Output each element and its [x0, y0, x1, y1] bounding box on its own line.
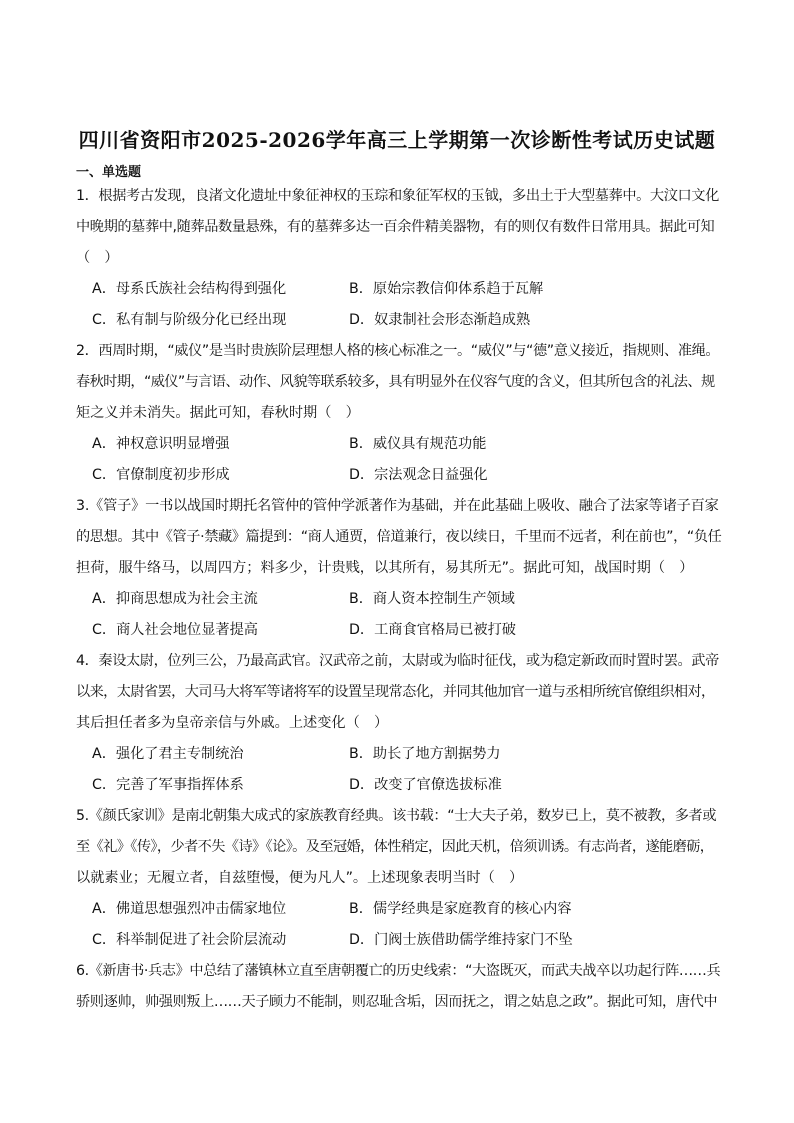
question-4-option-b[interactable]: B．助长了地方割据势力: [349, 746, 501, 762]
question-2-line-1: 2．西周时期，“威仪”是当时贵族阶层理想人格的核心标准之一。“威仪”与“德”意义接近，指规则、准绳。: [76, 343, 720, 359]
question-2-option-a[interactable]: A．神权意识明显增强: [92, 436, 230, 452]
question-1-option-d[interactable]: D．奴隶制社会形态渐趋成熟: [349, 312, 531, 328]
question-4-line-3: 其后担任者多为皇帝亲信与外戚。上述变化（ ）: [76, 715, 389, 731]
question-3-option-b[interactable]: B．商人资本控制生产领域: [349, 591, 515, 607]
question-3-option-a[interactable]: A．抑商思想成为社会主流: [92, 591, 258, 607]
question-5-line-2: 至《礼》《传》，少者不失《诗》《论》。及至冠婚，体性稍定，因此天机，倍须训诱。有志尚者，遂能磨砺，: [76, 839, 714, 855]
question-1-line-2: 中晚期的墓葬中,随葬品数量悬殊，有的墓葬多达一百余件精美器物，有的则仅有数件日常用具。据此可知: [76, 219, 715, 235]
question-4-option-c[interactable]: C．完善了军事指挥体系: [92, 777, 244, 793]
question-3-line-3: 担荷，服牛络马，以周四方；料多少，计贵贱，以其所有，易其所无”。据此可知，战国时期（ ）: [76, 560, 694, 576]
question-3-line-2: 的思想。其中《管子·禁藏》篇提到：“商人通贾，倍道兼行，夜以续日，千里而不远者，利在前也”，“负任: [76, 529, 722, 545]
question-6-line-1: 6.《新唐书·兵志》中总结了藩镇林立直至唐朝覆亡的历史线索：“大盗既灭，而武夫战卒以功起行阵……兵: [76, 963, 721, 979]
question-4-line-2: 以来，太尉省罢，大司马大将军等诸将军的设置呈现常态化，并同其他加官一道与丞相所统官僚组织相对，: [76, 684, 715, 700]
section-heading: 一、单选题: [76, 165, 142, 180]
question-5-line-3: 以就素业；无履立者，自兹堕慢，便为凡人”。上述现象表明当时（ ）: [76, 870, 524, 886]
question-1-line-3: （ ）: [76, 250, 119, 266]
question-1-option-a[interactable]: A．母系氏族社会结构得到强化: [92, 281, 287, 297]
page-title: 四川省资阳市2025-2026学年高三上学期第一次诊断性考试历史试题: [78, 128, 716, 152]
question-1-option-c[interactable]: C．私有制与阶级分化已经出现: [92, 312, 287, 328]
question-1-line-1: 1．根据考古发现，良渚文化遗址中象征神权的玉琮和象征军权的玉钺，多出土于大型墓葬中。大汶口文化: [76, 188, 719, 204]
question-1-option-b[interactable]: B．原始宗教信仰体系趋于瓦解: [349, 281, 544, 297]
question-2-line-3: 矩之义并未消失。据此可知，春秋时期（ ）: [76, 405, 360, 421]
question-2-option-c[interactable]: C．官僚制度初步形成: [92, 467, 230, 483]
question-5-option-a[interactable]: A．佛道思想强烈冲击儒家地位: [92, 901, 287, 917]
question-2-option-d[interactable]: D．宗法观念日益强化: [349, 467, 488, 483]
question-4-line-1: 4．秦设太尉，位列三公，乃最高武官。汉武帝之前，太尉或为临时征伐，或为稳定新政而时置时罢。武帝: [76, 653, 719, 669]
question-4-option-a[interactable]: A．强化了君主专制统治: [92, 746, 244, 762]
question-5-option-b[interactable]: B．儒学经典是家庭教育的核心内容: [349, 901, 572, 917]
question-5-option-c[interactable]: C．科举制促进了社会阶层流动: [92, 932, 287, 948]
question-6-line-2: 骄则逐帅，帅强则叛上……天子顾力不能制，则忍耻含垢，因而抚之，谓之姑息之政”。据此可知，唐代中: [76, 994, 718, 1010]
question-5-line-1: 5.《颜氏家训》是南北朝集大成式的家族教育经典。该书载：“士大夫子弟，数岁已上，莫不被教，多者或: [76, 808, 717, 824]
question-3-option-c[interactable]: C．商人社会地位显著提高: [92, 622, 258, 638]
question-2-line-2: 春秋时期，“威仪”与言语、动作、风貌等联系较多，具有明显外在仪容气度的含义，但其所包含的礼法、规: [76, 374, 715, 390]
question-4-option-d[interactable]: D．改变了官僚选拔标准: [349, 777, 502, 793]
question-3-line-1: 3.《管子》一书以战国时期托名管仲的管仲学派著作为基础，并在此基础上吸收、融合了法家等诸子百家: [76, 498, 719, 514]
question-5-option-d[interactable]: D．门阀士族借助儒学维持家门不坠: [349, 932, 573, 948]
question-3-option-d[interactable]: D．工商食官格局已被打破: [349, 622, 516, 638]
question-2-option-b[interactable]: B．威仪具有规范功能: [349, 436, 487, 452]
